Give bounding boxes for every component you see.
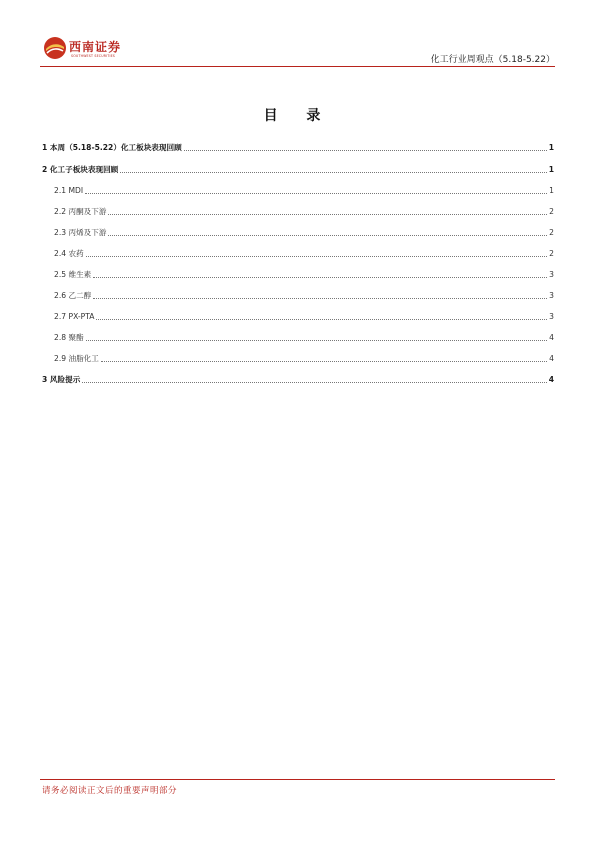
toc-dot-leader [86, 256, 547, 257]
toc-dot-leader [82, 382, 546, 383]
toc-entry-page: 3 [549, 291, 554, 300]
logo-chinese-name: 西南证券 [69, 40, 122, 54]
toc-entry[interactable] [42, 141, 554, 153]
toc-dot-leader [85, 193, 547, 194]
toc-entry-page: 2 [549, 228, 554, 237]
toc-entry[interactable] [42, 331, 554, 343]
disclaimer-note: 请务必阅读正文后的重要声明部分 [42, 786, 178, 796]
toc-entry[interactable] [42, 310, 554, 322]
header-divider [40, 66, 555, 67]
toc-entry-page: 4 [548, 375, 554, 384]
toc-entry[interactable] [42, 268, 554, 280]
toc-entry-label: 2.4 农药 [54, 249, 84, 258]
toc-entry-page: 2 [549, 207, 554, 216]
company-logo [40, 34, 160, 64]
toc-entry-page: 3 [549, 312, 554, 321]
footer-divider [40, 779, 555, 780]
toc-entry[interactable] [42, 226, 554, 238]
toc-entry[interactable] [42, 247, 554, 259]
toc-dot-leader [108, 235, 547, 236]
toc-entry-page: 4 [549, 354, 554, 363]
logo-english-name: SOUTHWEST SECURITIES [71, 54, 116, 58]
toc-title: 目 录 [263, 108, 333, 124]
toc-entry[interactable] [42, 184, 554, 196]
toc-entry-label: 2 化工子板块表现回顾 [42, 165, 119, 174]
toc-entry-page: 1 [548, 165, 554, 174]
toc-entry-page: 1 [549, 186, 554, 195]
toc-dot-leader [93, 277, 547, 278]
toc-entry-label: 2.6 乙二醇 [54, 291, 92, 300]
toc-dot-leader [93, 298, 547, 299]
toc-entry-label: 2.1 MDI [54, 186, 84, 195]
toc-entry-page: 3 [549, 270, 554, 279]
toc-entry-label: 2.7 PX-PTA [54, 312, 95, 321]
toc-entry-label: 2.8 聚酯 [54, 333, 84, 342]
toc-entry[interactable] [42, 352, 554, 364]
toc-dot-leader [184, 150, 547, 151]
toc-entry-page: 2 [549, 249, 554, 258]
toc-entry-label: 1 本周（5.18-5.22）化工板块表现回顾 [42, 143, 182, 152]
toc-entry[interactable] [42, 205, 554, 217]
report-title: 化工行业周观点（5.18-5.22） [430, 55, 555, 65]
toc-entry-label: 2.9 油脂化工 [54, 354, 99, 363]
toc-entry-page: 4 [549, 333, 554, 342]
southwest-securities-logo-icon [43, 36, 67, 60]
toc-entry-label: 2.2 丙酮及下游 [54, 207, 107, 216]
toc-entry-label: 3 风险提示 [42, 375, 81, 384]
toc-entry-page: 1 [548, 143, 554, 152]
toc-entry[interactable] [42, 163, 554, 175]
toc-dot-leader [120, 172, 546, 173]
toc-dot-leader [108, 214, 547, 215]
toc-entry-label: 2.3 丙烯及下游 [54, 228, 107, 237]
toc-entry-label: 2.5 维生素 [54, 270, 92, 279]
toc-dot-leader [86, 340, 547, 341]
page-header [40, 34, 555, 68]
toc-dot-leader [101, 361, 547, 362]
toc-entry[interactable] [42, 373, 554, 385]
toc-entry[interactable] [42, 289, 554, 301]
toc-dot-leader [96, 319, 547, 320]
